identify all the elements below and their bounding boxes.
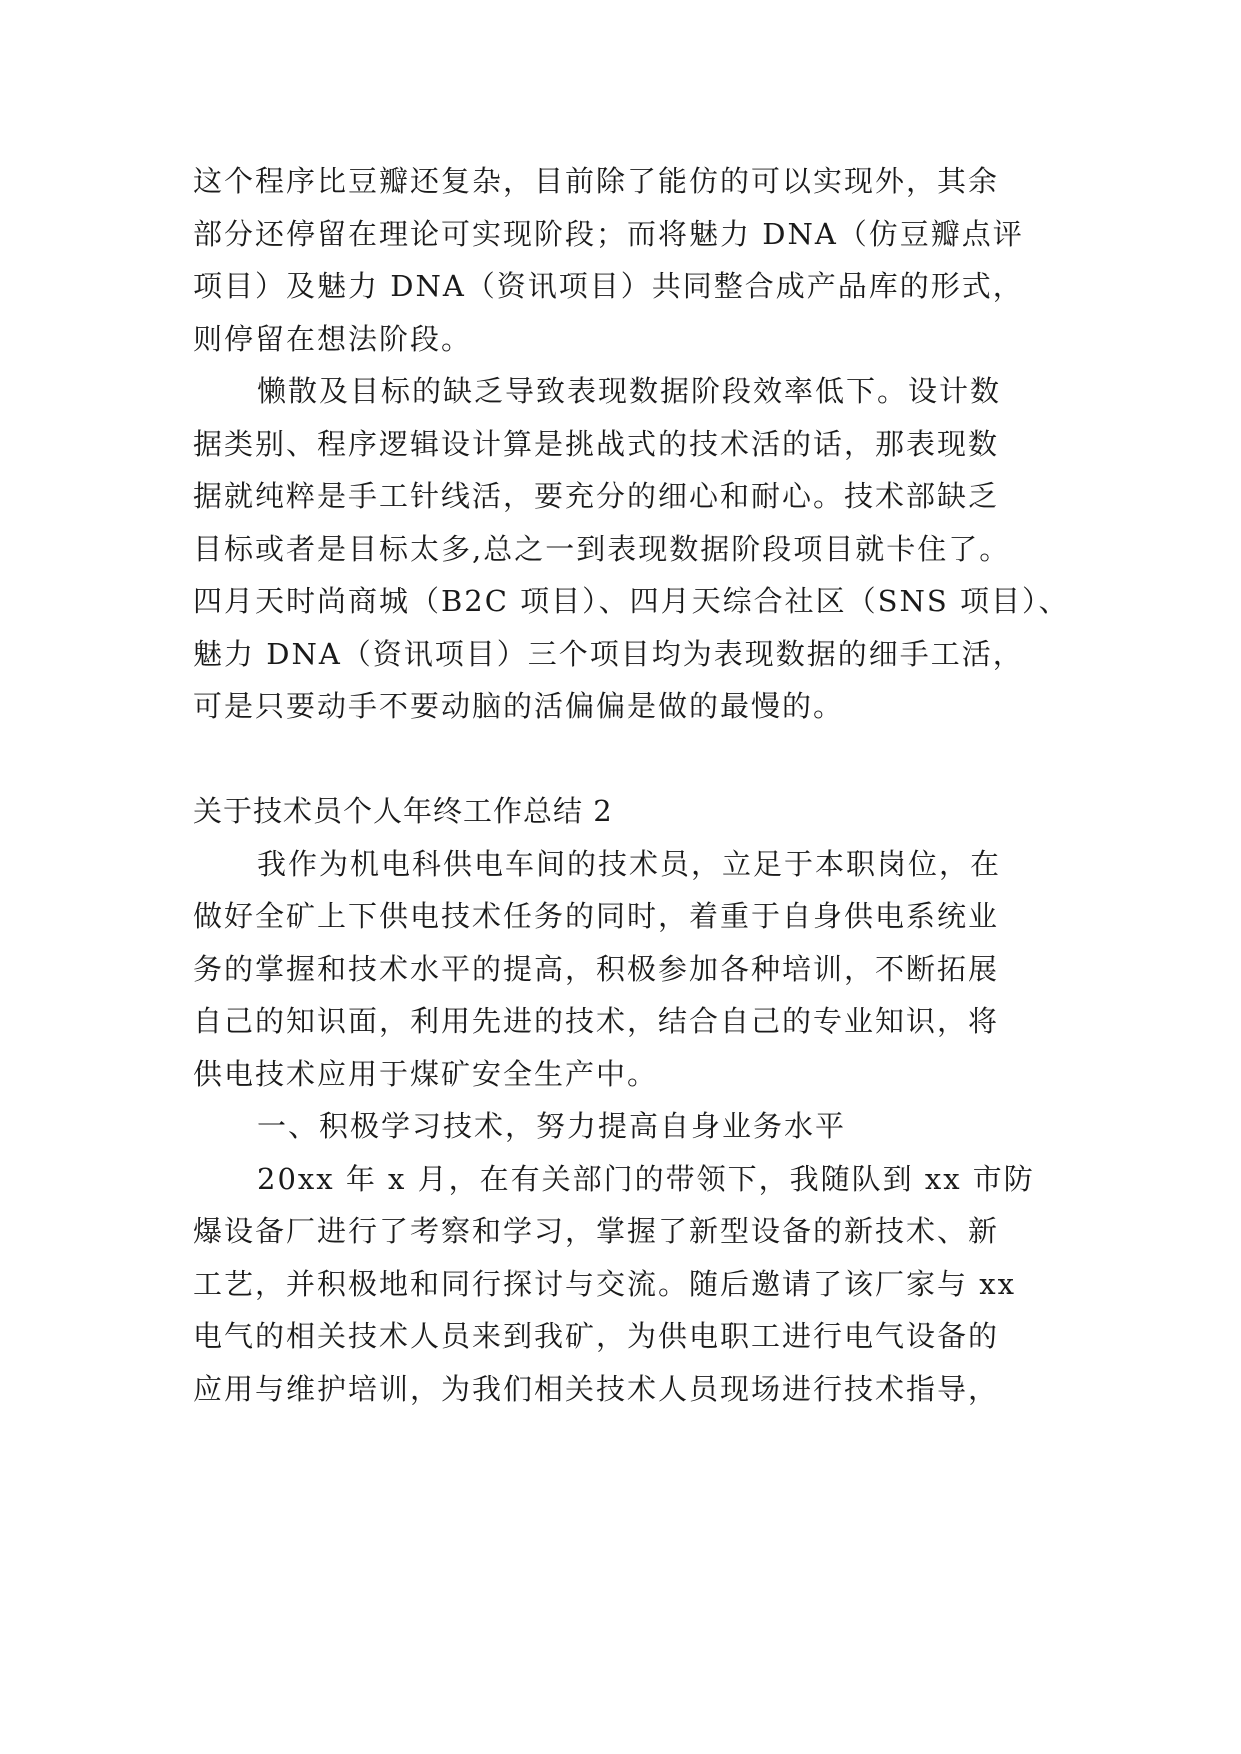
text-line: 据就纯粹是手工针线活，要充分的细心和耐心。技术部缺乏 bbox=[193, 479, 1000, 513]
text-line: 电气的相关技术人员来到我矿，为供电职工进行电气设备的 bbox=[193, 1319, 1000, 1353]
text-line: 目标或者是目标太多,总之一到表现数据阶段项目就卡住了。 bbox=[193, 531, 1011, 566]
section-title: 关于技术员个人年终工作总结 2 bbox=[193, 794, 613, 828]
text-line: 供电技术应用于煤矿安全生产中。 bbox=[193, 1056, 659, 1091]
text-line: 懒散及目标的缺乏导致表现数据阶段效率低下。设计数 bbox=[257, 374, 1002, 408]
text-line: 应用与维护培训，为我们相关技术人员现场进行技术指导， bbox=[193, 1371, 1000, 1406]
text-line: 务的掌握和技术水平的提高，积极参加各种培训，不断拓展 bbox=[193, 951, 1000, 986]
text-line: 这个程序比豆瓣还复杂，目前除了能仿的可以实现外，其余 bbox=[193, 164, 1000, 198]
paragraph-study-visit bbox=[193, 1153, 1063, 1416]
text-line: 据类别、程序逻辑设计算是挑战式的技术活的话，那表现数 bbox=[193, 426, 1000, 461]
text-line: 20xx 年 x 月，在有关部门的带领下，我随队到 xx 市防 bbox=[257, 1161, 1035, 1196]
text-line: 我作为机电科供电车间的技术员，立足于本职岗位，在 bbox=[257, 846, 1002, 881]
text-line: 可是只要动手不要动脑的活偏偏是做的最慢的。 bbox=[193, 689, 845, 723]
document-body bbox=[193, 155, 1070, 1415]
text-line: 项目）及魅力 DNA（资讯项目）共同整合成产品库的形式， bbox=[193, 269, 1024, 303]
text-line: 工艺，并积极地和同行探讨与交流。随后邀请了该厂家与 xx bbox=[193, 1266, 1016, 1301]
section-spacer bbox=[193, 733, 1063, 786]
text-line: 部分还停留在理论可实现阶段；而将魅力 DNA（仿豆瓣点评 bbox=[193, 216, 1024, 251]
text-line: 自己的知识面，利用先进的技术，结合自己的专业知识，将 bbox=[193, 1004, 1000, 1038]
subheading: 一、积极学习技术，努力提高自身业务水平 bbox=[257, 1109, 847, 1143]
text-line: 魅力 DNA（资讯项目）三个项目均为表现数据的细手工活， bbox=[193, 636, 1024, 671]
paragraph-laziness bbox=[193, 365, 1070, 733]
text-line: 做好全矿上下供电技术任务的同时，着重于自身供电系统业 bbox=[193, 899, 1000, 933]
text-line: 四月天时尚商城（B2C 项目）、四月天综合社区（SNS 项目）、 bbox=[193, 584, 1070, 618]
paragraph-technician-intro bbox=[193, 838, 1063, 1101]
text-line: 则停留在想法阶段。 bbox=[193, 321, 473, 356]
paragraph-program-complexity bbox=[193, 155, 1063, 365]
text-line: 爆设备厂进行了考察和学习，掌握了新型设备的新技术、新 bbox=[193, 1214, 1000, 1248]
